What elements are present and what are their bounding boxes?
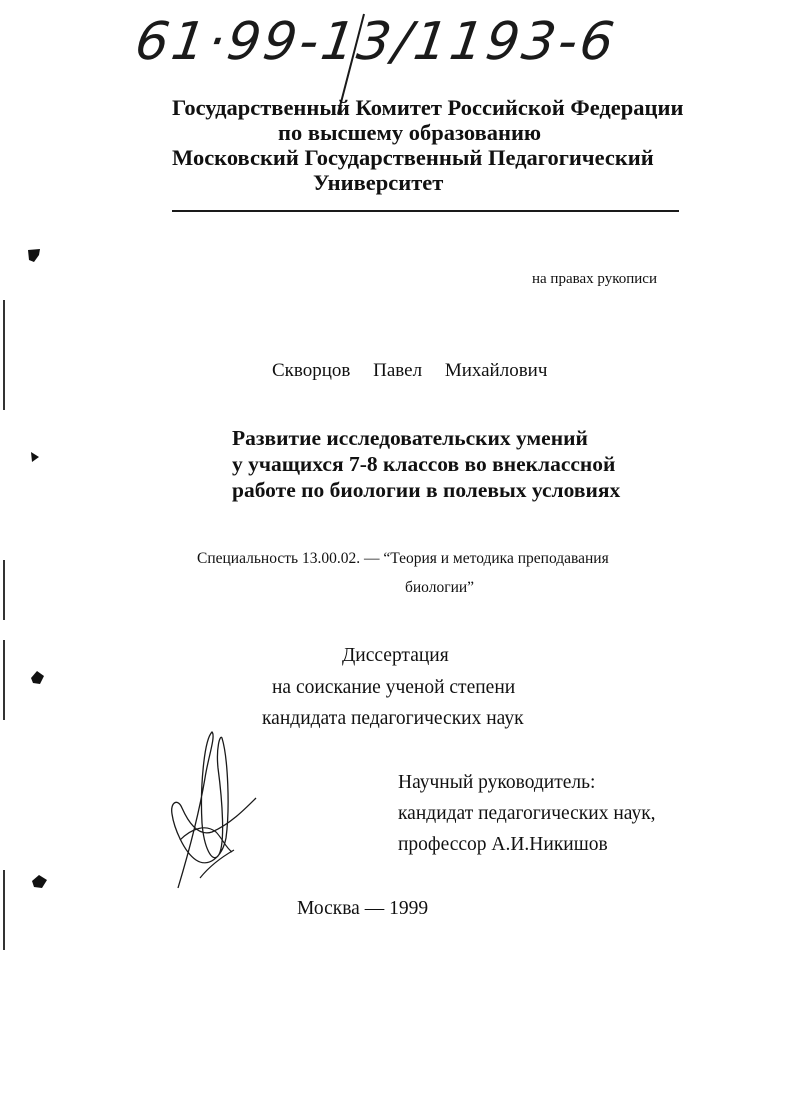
supervisor-label: Научный руководитель: bbox=[398, 772, 596, 793]
header-university: Университет bbox=[313, 170, 444, 195]
scan-edge-line bbox=[3, 300, 5, 410]
supervisor-degree: кандидат педагогических наук, bbox=[398, 803, 656, 824]
degree-line-2: на соискание ученой степени bbox=[272, 677, 516, 698]
signature bbox=[160, 728, 270, 893]
specialty-line-1: Специальность 13.00.02. — “Теория и методика преподавания bbox=[197, 550, 609, 567]
title-line-3: работе по биологии в полевых условиях bbox=[232, 478, 621, 502]
scan-edge-line bbox=[3, 560, 5, 620]
degree-line-3: кандидата педагогических наук bbox=[262, 708, 524, 729]
binding-hole-mark bbox=[28, 668, 48, 688]
header-committee: Государственный Комитет Российской Федерации bbox=[172, 95, 684, 120]
author-name: Скворцов Павел Михайлович bbox=[272, 360, 548, 381]
specialty-line-2: биологии” bbox=[405, 579, 475, 596]
binding-hole-mark bbox=[28, 450, 42, 464]
binding-hole-mark bbox=[30, 873, 50, 891]
header-education: по высшему образованию bbox=[278, 120, 542, 145]
scan-edge-line bbox=[3, 640, 5, 720]
binding-hole-mark bbox=[24, 246, 44, 266]
header-divider bbox=[172, 210, 679, 212]
supervisor-name: профессор А.И.Никишов bbox=[398, 834, 608, 855]
scan-edge-line bbox=[3, 870, 5, 950]
header-university-name: Московский Государственный Педагогический bbox=[172, 145, 654, 170]
handwritten-registration-number: 61·99-13/1193-6 bbox=[131, 12, 621, 72]
title-line-1: Развитие исследовательских умений bbox=[232, 426, 588, 450]
rights-note: на правах рукописи bbox=[532, 271, 657, 287]
footer-city-year: Москва — 1999 bbox=[297, 898, 429, 919]
title-line-2: у учащихся 7-8 классов во внеклассной bbox=[232, 452, 616, 476]
degree-line-1: Диссертация bbox=[342, 645, 449, 666]
